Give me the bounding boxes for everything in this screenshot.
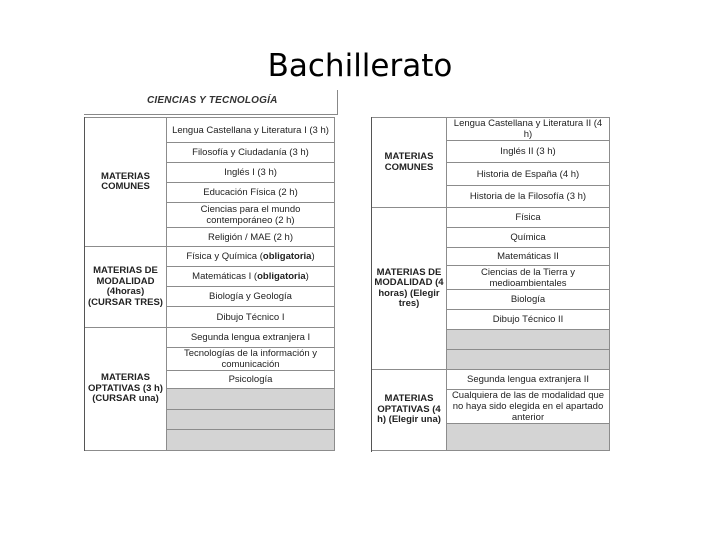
subject-cell [167, 118, 335, 143]
subject-cell [167, 203, 335, 228]
right-table-body [372, 118, 610, 451]
section-heading: CIENCIAS Y TECNOLOGÍA [147, 95, 278, 106]
subject-name: Educación Física (2 h) [203, 187, 298, 198]
subject-cell [167, 247, 335, 267]
group-label: MATERIAS OPTATIVAS (4 h) (Elegir una) [372, 370, 447, 451]
group-label: MATERIAS COMUNES [85, 118, 167, 247]
subject-name: Ciencias de la Tierra y medioambientales [481, 266, 575, 289]
group-label: MATERIAS OPTATIVAS (3 h) (CURSAR una) [85, 328, 167, 451]
subject-name: Dibujo Técnico I [216, 311, 285, 323]
subject-name: Lengua Castellana y Literatura I (3 h) [172, 124, 329, 136]
group-label: MATERIAS COMUNES [372, 118, 447, 208]
subject-cell [447, 390, 610, 424]
subject-cell [167, 328, 335, 348]
empty-cell [447, 424, 610, 451]
subject-name: Física [515, 212, 541, 223]
subject-note: obligatoria [262, 251, 312, 262]
subject-cell [167, 371, 335, 389]
subject-cell [167, 348, 335, 371]
first-year-subjects-table [84, 117, 335, 451]
subject-cell [447, 370, 610, 390]
subject-name: Física y Química ( [186, 251, 263, 262]
subject-cell [447, 208, 610, 228]
table-row [372, 118, 610, 141]
subject-name: Psicología [228, 374, 273, 385]
heading-rule-tick [337, 90, 338, 115]
subject-cell [447, 248, 610, 266]
subject-name-end: ) [305, 271, 309, 282]
subject-cell [447, 310, 610, 330]
empty-cell [447, 350, 610, 370]
subject-name: Historia de la Filosofía (3 h) [469, 191, 587, 202]
heading-rule [84, 114, 338, 115]
empty-cell [167, 410, 335, 430]
subject-cell [167, 183, 335, 203]
subject-cell [167, 163, 335, 183]
subject-cell [447, 228, 610, 248]
table-row [372, 370, 610, 390]
subject-name: Dibujo Técnico II [492, 314, 564, 325]
subject-cell [447, 163, 610, 186]
table-row [85, 118, 335, 143]
right-table-edge [371, 117, 372, 452]
subject-note: obligatoria [257, 271, 306, 282]
subject-name: Biología [510, 294, 546, 305]
empty-cell [167, 389, 335, 410]
table-row [85, 328, 335, 348]
subject-name: Química [510, 232, 546, 243]
subject-name: Historia de España (4 h) [476, 168, 580, 180]
subject-name: Matemáticas I ( [192, 271, 258, 282]
subject-cell [447, 266, 610, 290]
subject-name: Inglés II (3 h) [500, 146, 556, 157]
subject-name: Matemáticas II [497, 251, 559, 262]
subject-name: Segunda lengua extranjera I [190, 332, 311, 343]
second-year-subjects-table [371, 117, 610, 451]
subject-name: Filosofía y Ciudadanía (3 h) [192, 147, 309, 158]
group-label: MATERIAS DE MODALIDAD (4horas) (CURSAR TRES) [85, 247, 167, 328]
subject-cell [167, 287, 335, 307]
subject-cell [167, 267, 335, 287]
subject-name: Segunda lengua extranjera II [466, 374, 589, 385]
empty-cell [167, 430, 335, 451]
left-table-edge [84, 117, 85, 451]
subject-name: Religión / MAE (2 h) [207, 231, 293, 243]
subject-cell [167, 143, 335, 163]
left-table-body [85, 118, 335, 451]
subject-cell [447, 118, 610, 141]
group-label: MATERIAS DE MODALIDAD (4 horas) (Elegir tres) [372, 208, 447, 370]
table-row [372, 208, 610, 228]
subject-cell [167, 307, 335, 328]
empty-cell [447, 330, 610, 350]
table-row [85, 247, 335, 267]
subject-name: Lengua Castellana y Literatura II (4 h) [453, 118, 603, 140]
subject-name-end: ) [311, 251, 315, 262]
subject-cell [447, 290, 610, 310]
subject-name: Cualquiera de las de modalidad que no haya sido elegida en el apartado anterior [451, 390, 605, 423]
subject-name: Ciencias para el mundo contemporáneo (2 h) [200, 204, 301, 226]
subject-name: Inglés I (3 h) [224, 167, 277, 178]
page-title: Bachillerato [267, 48, 453, 84]
subject-cell [447, 186, 610, 208]
subject-cell [447, 141, 610, 163]
subject-cell [167, 228, 335, 247]
subject-name: Biología y Geología [209, 291, 292, 302]
subject-name: Tecnologías de la información y comunicación [183, 348, 318, 370]
